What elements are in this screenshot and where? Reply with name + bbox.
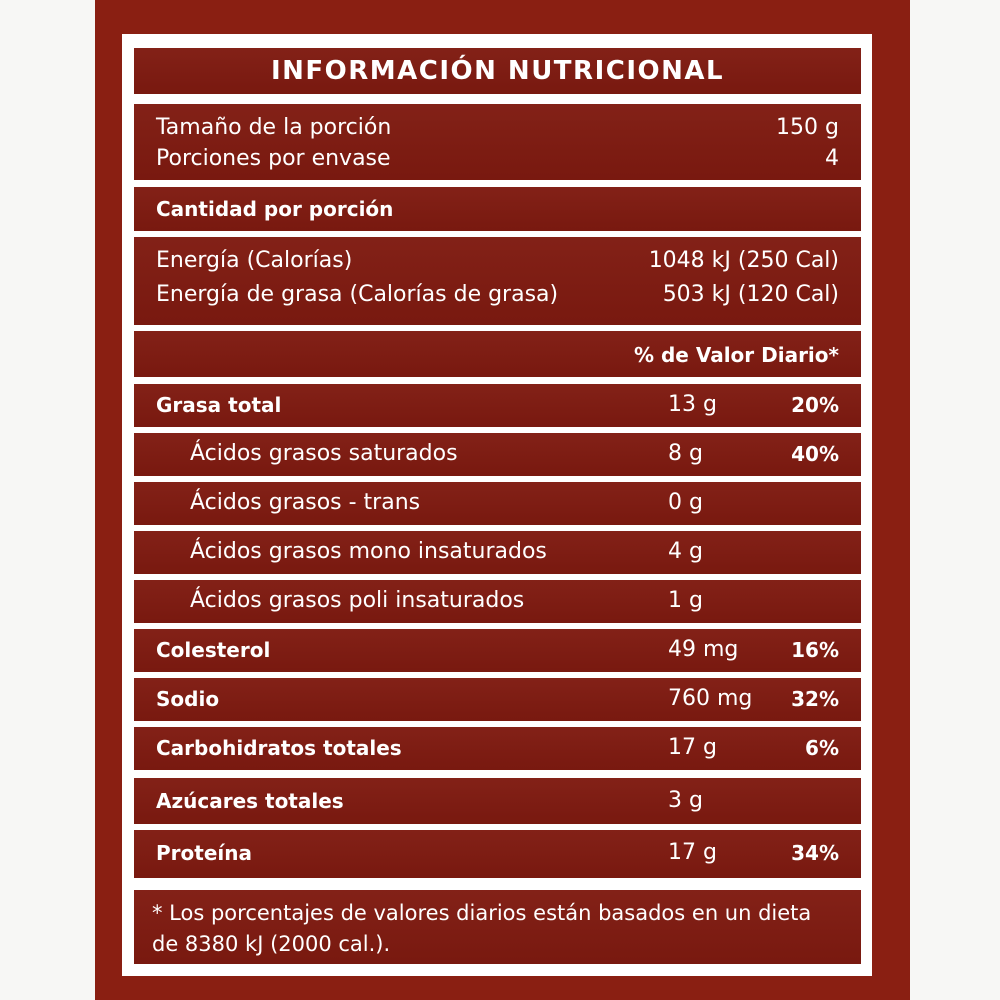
- nutrition-label: [122, 34, 872, 976]
- nutrient-daily-value: 40%: [791, 442, 839, 466]
- nutrient-row: [134, 531, 861, 574]
- nutrient-row: [134, 629, 861, 672]
- nutrient-row: [134, 678, 861, 721]
- nutrient-amount: 13 g: [668, 392, 717, 417]
- nutrient-name: Proteína: [156, 841, 252, 865]
- amount-header-band: [134, 187, 861, 231]
- title-band: [134, 48, 861, 94]
- nutrient-amount: 17 g: [668, 735, 717, 760]
- fat-energy-value: 503 kJ (120 Cal): [662, 282, 839, 307]
- nutrient-row: [134, 580, 861, 623]
- nutrient-name: Grasa total: [156, 393, 282, 417]
- nutrient-name: Azúcares totales: [156, 789, 344, 813]
- nutrient-name: Ácidos grasos poli insaturados: [190, 588, 525, 613]
- daily-value-footnote: * Los porcentajes de valores diarios están basados en un dieta de 8380 kJ (2000 cal.).: [152, 901, 812, 956]
- servings-per-container-label: Porciones por envase: [156, 146, 391, 171]
- nutrient-amount: 1 g: [668, 588, 703, 613]
- servings-per-container-value: 4: [825, 146, 839, 171]
- nutrient-row: [134, 727, 861, 770]
- energy-section: [134, 237, 861, 325]
- energy-label: Energía (Calorías): [156, 248, 353, 273]
- nutrient-daily-value: 6%: [805, 736, 839, 760]
- nutrient-row: [134, 384, 861, 427]
- footnote-band: [134, 890, 861, 964]
- nutrient-row: [134, 778, 861, 824]
- nutrient-name: Ácidos grasos mono insaturados: [190, 539, 547, 564]
- serving-size-value: 150 g: [776, 115, 839, 140]
- nutrient-daily-value: 32%: [791, 687, 839, 711]
- daily-value-header: % de Valor Diario*: [633, 343, 839, 367]
- dv-header-band: [134, 331, 861, 377]
- nutrient-amount: 4 g: [668, 539, 703, 564]
- nutrient-daily-value: 16%: [791, 638, 839, 662]
- nutrient-daily-value: 20%: [791, 393, 839, 417]
- amount-per-serving-header: Cantidad por porción: [156, 197, 394, 221]
- nutrient-name: Ácidos grasos saturados: [190, 441, 458, 466]
- nutrient-amount: 49 mg: [668, 637, 739, 662]
- nutrient-amount: 0 g: [668, 490, 703, 515]
- nutrient-name: Carbohidratos totales: [156, 736, 402, 760]
- fat-energy-label: Energía de grasa (Calorías de grasa): [156, 282, 559, 307]
- nutrient-daily-value: 34%: [791, 841, 839, 865]
- nutrient-name: Sodio: [156, 687, 220, 711]
- nutrient-amount: 8 g: [668, 441, 703, 466]
- energy-value: 1048 kJ (250 Cal): [648, 248, 839, 273]
- nutrient-amount: 3 g: [668, 788, 703, 813]
- nutrient-name: Colesterol: [156, 638, 271, 662]
- nutrient-name: Ácidos grasos - trans: [190, 490, 421, 515]
- serving-section: [134, 104, 861, 180]
- serving-size-label: Tamaño de la porción: [156, 115, 392, 140]
- label-title: INFORMACIÓN NUTRICIONAL: [270, 56, 725, 86]
- nutrient-amount: 17 g: [668, 840, 717, 865]
- nutrient-row: [134, 433, 861, 476]
- nutrient-row: [134, 482, 861, 525]
- nutrient-amount: 760 mg: [668, 686, 753, 711]
- nutrient-row: [134, 830, 861, 878]
